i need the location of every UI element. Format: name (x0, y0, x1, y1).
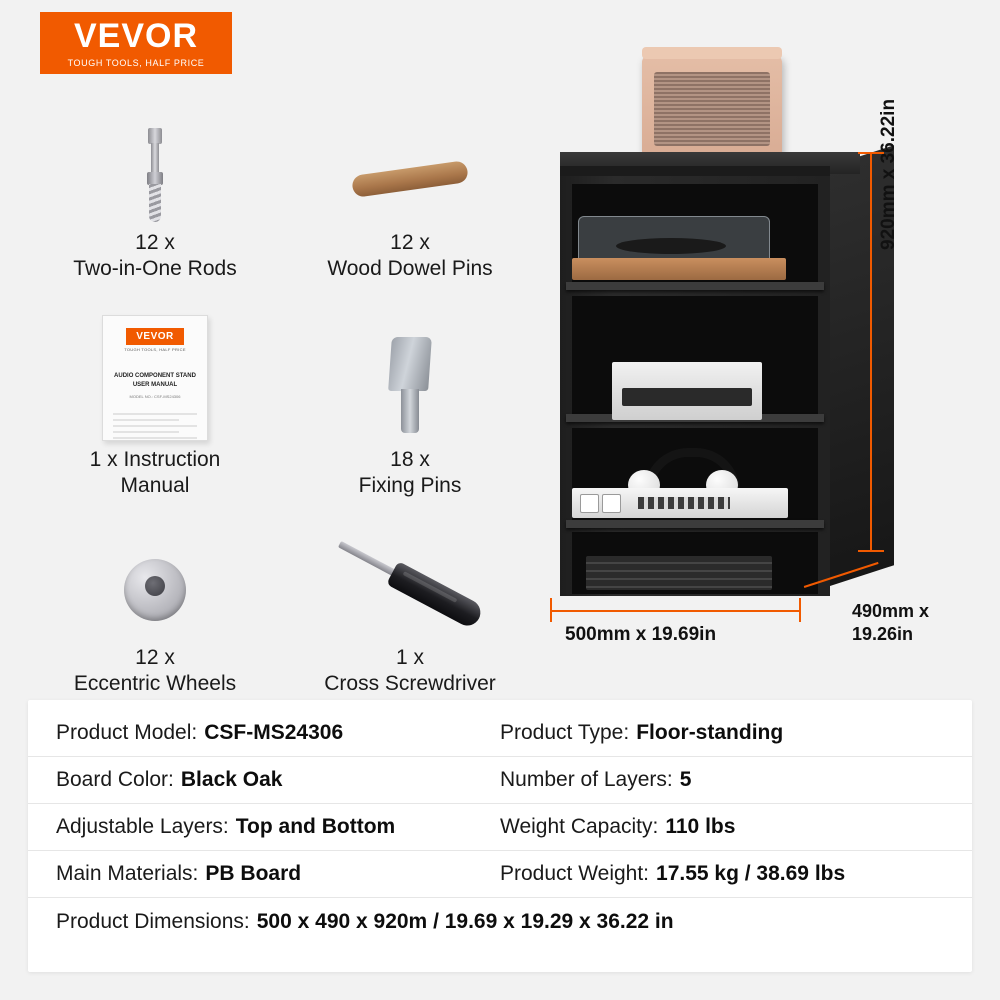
spec-value: 5 (679, 768, 692, 791)
spec-cell (500, 862, 944, 886)
part-qty: 1 x (395, 646, 424, 669)
spec-value: CSF-MS24306 (204, 721, 344, 744)
spec-key: Product Type: (500, 721, 630, 744)
width-dimension-line (550, 610, 800, 612)
turntable-platter (616, 238, 726, 254)
product-photo (520, 40, 980, 680)
spec-cell (500, 721, 944, 745)
brand-tagline: TOUGH TOOLS, HALF PRICE (67, 57, 205, 68)
height-dimension-line (870, 152, 872, 552)
spec-cell (500, 768, 944, 792)
wood-dowel-icon (285, 120, 535, 230)
part-item-screwdriver (285, 535, 535, 697)
spec-key: Number of Layers: (500, 768, 673, 791)
spec-cell (56, 815, 500, 839)
spec-value: Black Oak (180, 768, 283, 791)
spec-key: Product Weight: (500, 862, 650, 885)
part-qty: 12 x (135, 646, 175, 669)
manual-cover-note: MODEL NO.: CSF-MS24306 (129, 394, 181, 399)
part-qty: 1 x Instruction (89, 448, 221, 471)
spec-row (28, 804, 972, 851)
part-item-eccentric-wheels (30, 535, 280, 697)
spec-value: PB Board (205, 862, 302, 885)
spec-cell (56, 721, 500, 745)
speaker-illustration (642, 56, 782, 166)
rod-icon (30, 120, 280, 230)
spec-cell (56, 910, 944, 934)
width-dimension-tick-left (550, 598, 552, 622)
manual-cover-lines (113, 413, 197, 439)
part-qty: 18 x (390, 448, 430, 471)
part-label: Fixing Pins (358, 474, 462, 497)
spec-row (28, 757, 972, 804)
spec-row (28, 710, 972, 757)
part-label: Eccentric Wheels (73, 672, 237, 695)
spec-key: Adjustable Layers: (56, 815, 229, 838)
spec-value: Floor-standing (636, 721, 784, 744)
part-qty: 12 x (390, 231, 430, 254)
part-item-manual (30, 315, 280, 499)
spec-cell (56, 768, 500, 792)
width-dimension-label: 500mm x 19.69in (565, 624, 717, 645)
stacked-players-illustration (586, 556, 772, 590)
rack-shelf (566, 282, 824, 290)
depth-dimension-label: 490mm x 19.26in (852, 601, 930, 644)
spec-cell (56, 862, 500, 886)
part-label: Cross Screwdriver (324, 672, 496, 695)
spec-value: 110 lbs (665, 815, 736, 838)
width-dimension-tick-right (799, 598, 801, 622)
power-strip-illustration (572, 488, 788, 518)
headphones-illustration (628, 448, 738, 492)
part-item-fixing-pins (285, 315, 535, 499)
part-label: Wood Dowel Pins (327, 257, 493, 280)
amplifier-illustration (612, 362, 762, 420)
parts-list (30, 120, 530, 695)
height-dimension-tick-bottom (858, 550, 884, 552)
spec-row (28, 851, 972, 898)
spec-key: Product Model: (56, 721, 198, 744)
spec-value: 17.55 kg / 38.69 lbs (656, 862, 846, 885)
manual-icon (30, 315, 280, 447)
brand-logo (40, 12, 232, 74)
fixing-pin-icon (285, 315, 535, 447)
specification-table (28, 700, 972, 972)
part-item-dowel-pins (285, 120, 535, 282)
manual-cover-title: AUDIO COMPONENT STAND USER MANUAL (114, 373, 196, 388)
part-label: Manual (120, 474, 190, 497)
part-label: Two-in-One Rods (73, 257, 237, 280)
spec-value: Top and Bottom (235, 815, 396, 838)
spec-value: 500 x 490 x 920m / 19.69 x 19.29 x 36.22 in (256, 909, 674, 933)
turntable-base (572, 258, 786, 280)
brand-name: VEVOR (73, 16, 199, 55)
manual-cover-logo: VEVOR (126, 328, 184, 345)
spec-key: Board Color: (56, 768, 174, 791)
height-dimension-label: 920mm x 36.22in (878, 98, 899, 250)
spec-row (28, 898, 972, 945)
eccentric-wheel-icon (30, 535, 280, 645)
spec-key: Product Dimensions: (56, 909, 250, 933)
rack-shelf (566, 520, 824, 528)
manual-cover-sub: TOUGH TOOLS, HALF PRICE (124, 347, 186, 352)
spec-cell (500, 815, 944, 839)
screwdriver-icon (285, 535, 535, 645)
part-item-rods (30, 120, 280, 282)
spec-key: Weight Capacity: (500, 815, 659, 838)
spec-key: Main Materials: (56, 862, 199, 885)
part-qty: 12 x (135, 231, 175, 254)
